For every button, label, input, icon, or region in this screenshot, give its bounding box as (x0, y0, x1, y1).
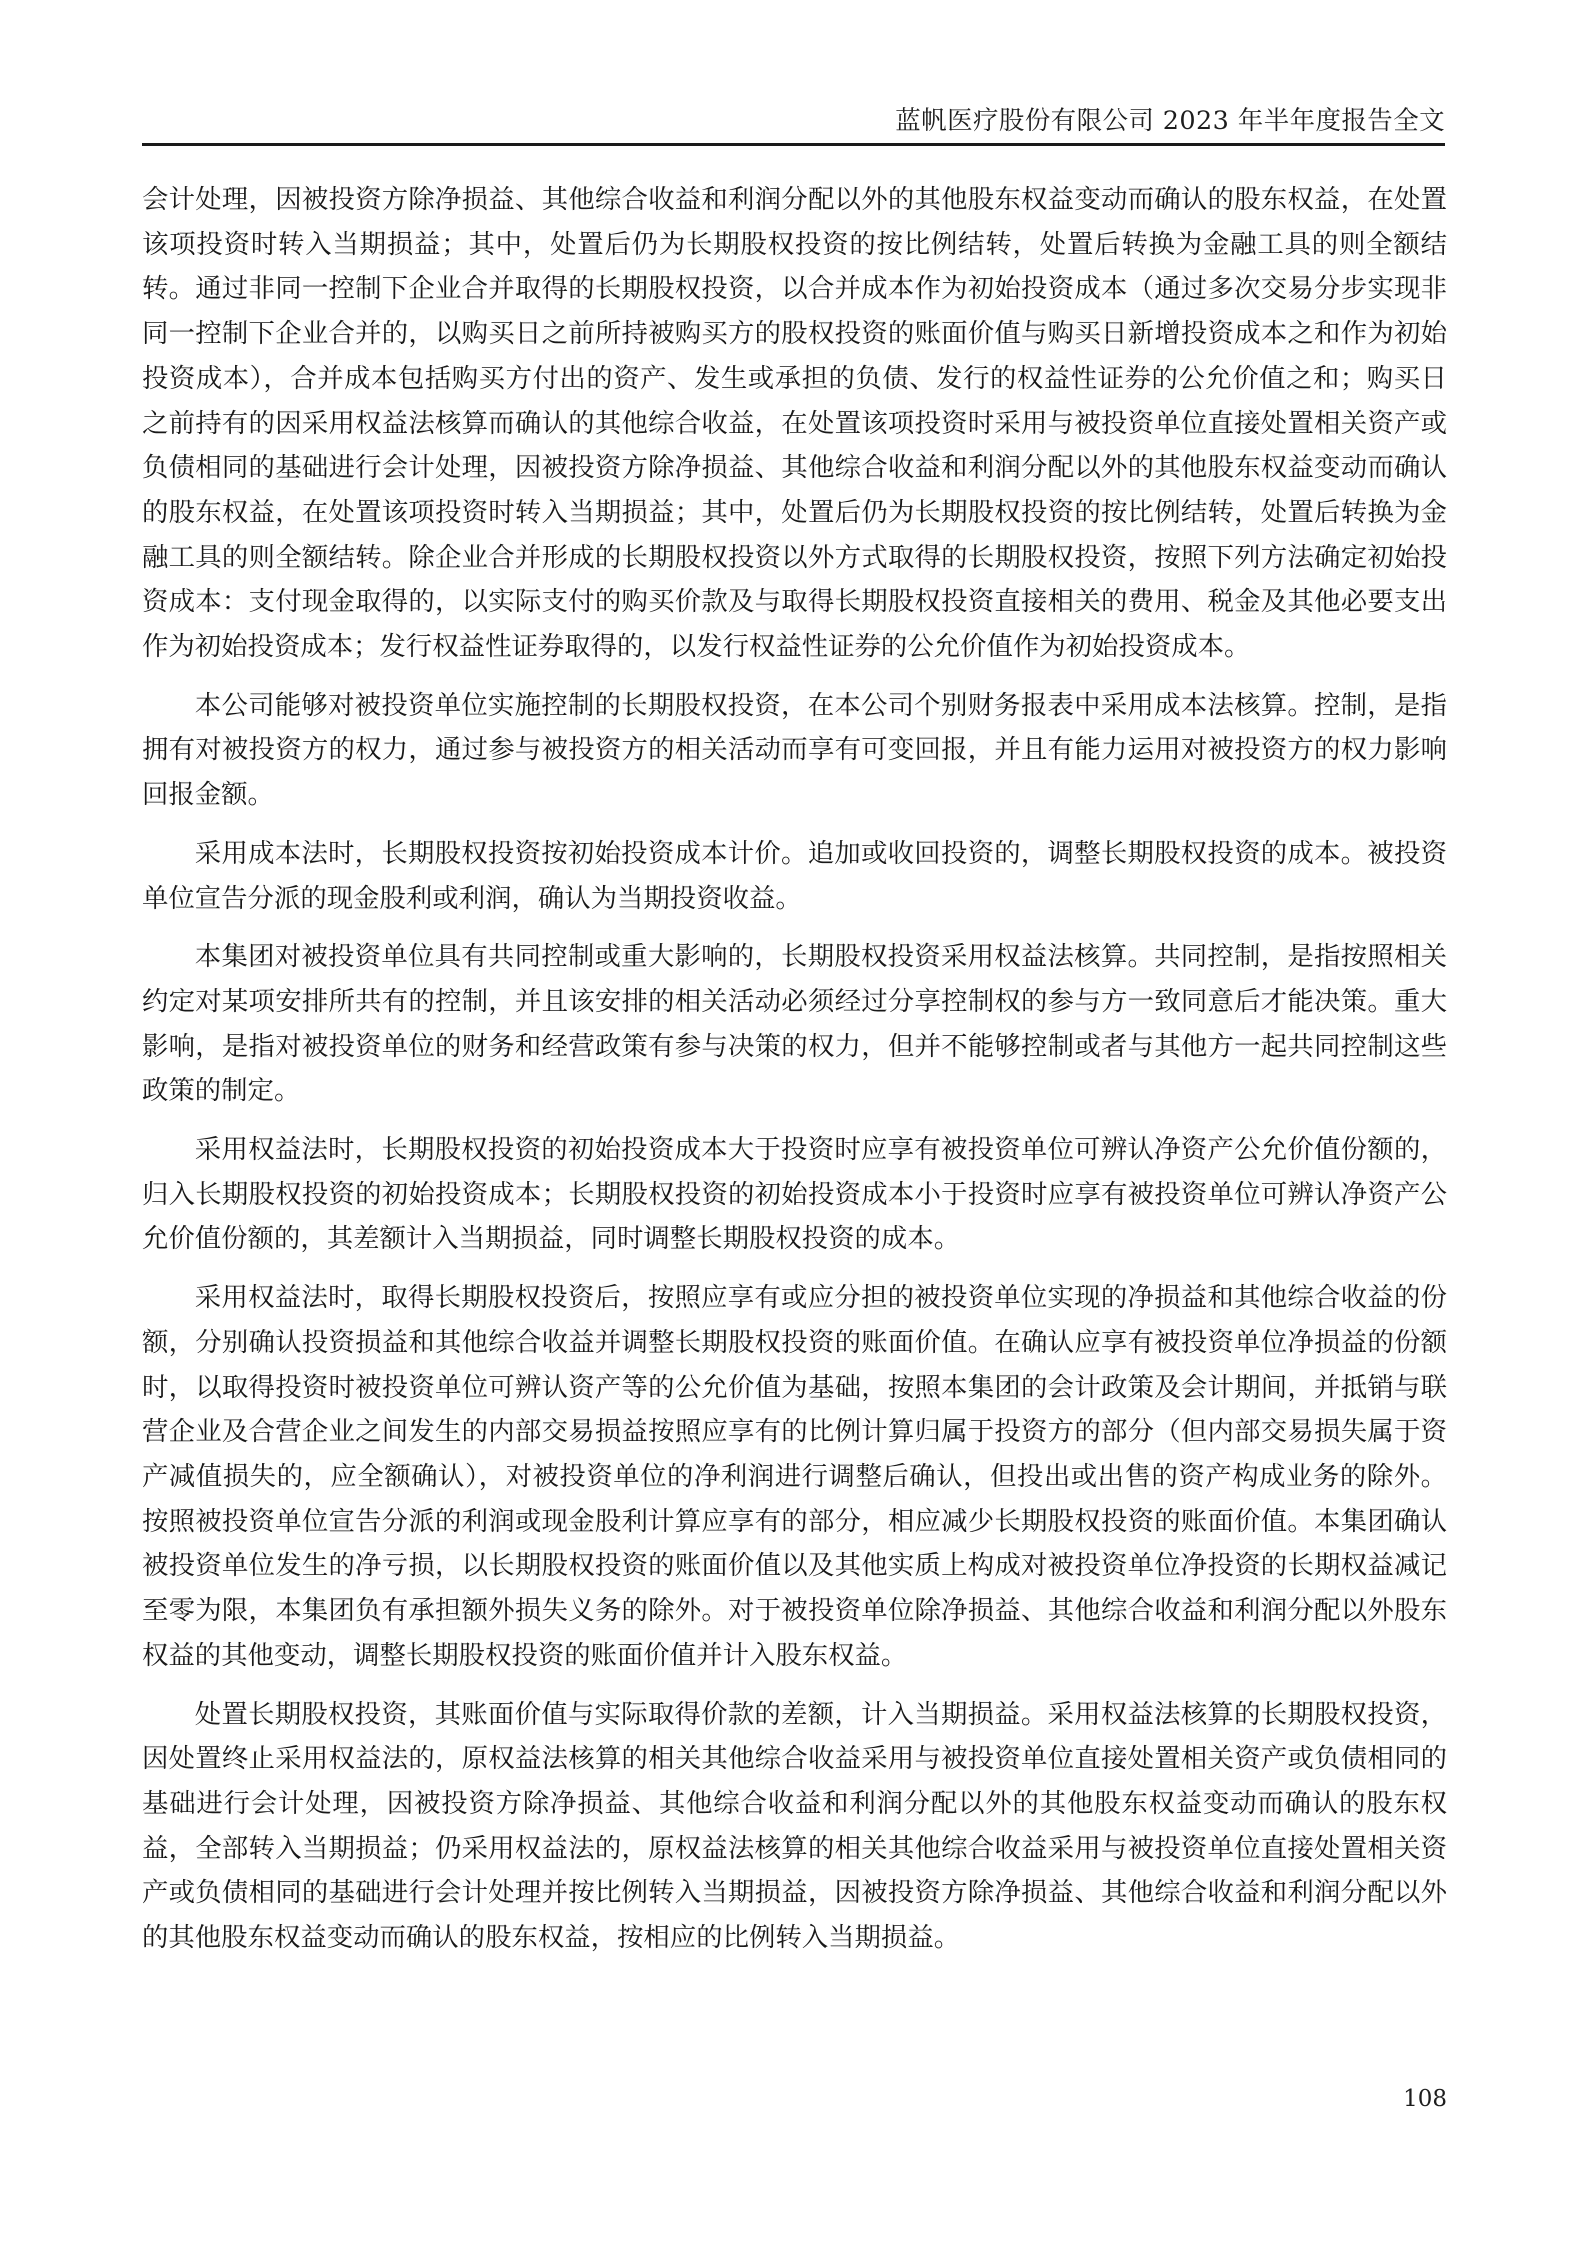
page-footer (142, 2086, 1447, 2112)
body-paragraph: 处置长期股权投资，其账面价值与实际取得价款的差额，计入当期损益。采用权益法核算的长期股权投资，因处置终止采用权益法的，原权益法核算的相关其他综合收益采用与被投资单位直接处置相关资产或负债相同的基础进行会计处理，因被投资方除净损益、其他综合收益和利润分配以外的其他股东权益变动而确认的股东权益，全部转入当期损益；仍采用权益法的，原权益法核算的相关其他综合收益采用与被投资单位直接处置相关资产或负债相同的基础进行会计处理并按比例转入当期损益，因被投资方除净损益、其他综合收益和利润分配以外的其他股东权益变动而确认的股东权益，按相应的比例转入当期损益。 (142, 1698, 1447, 1954)
paragraph-spacer (142, 1262, 1447, 1276)
body-paragraph: 本公司能够对被投资单位实施控制的长期股权投资，在本公司个别财务报表中采用成本法核算。控制，是指拥有对被投资方的权力，通过参与被投资方的相关活动而享有可变回报，并且有能力运用对被投资方的权力影响回报金额。 (142, 689, 1447, 811)
body-paragraph: 采用权益法时，长期股权投资的初始投资成本大于投资时应享有被投资单位可辨认净资产公允价值份额的，归入长期股权投资的初始投资成本；长期股权投资的初始投资成本小于投资时应享有被投资单位可辨认净资产公允价值份额的，其差额计入当期损益，同时调整长期股权投资的成本。 (142, 1134, 1447, 1255)
page-header (142, 104, 1445, 154)
page-number: 108 (1403, 2086, 1447, 2112)
paragraph-spacer (142, 1114, 1447, 1128)
body-paragraph: 本集团对被投资单位具有共同控制或重大影响的，长期股权投资采用权益法核算。共同控制，是指按照相关约定对某项安排所共有的控制，并且该安排的相关活动必须经过分享控制权的参与方一致同意后才能决策。重大影响，是指对被投资单位的财务和经营政策有参与决策的权力，但并不能够控制或者与其他方一起共同控制这些政策的制定。 (142, 941, 1447, 1107)
page-body (142, 178, 1447, 1961)
header-divider (142, 143, 1445, 146)
body-paragraph: 采用成本法时，长期股权投资按初始投资成本计价。追加或收回投资的，调整长期股权投资的成本。被投资单位宣告分派的现金股利或利润，确认为当期投资收益。 (142, 837, 1447, 914)
paragraph-spacer (142, 670, 1447, 684)
paragraph-spacer (142, 818, 1447, 832)
paragraph-spacer (142, 1679, 1447, 1693)
body-paragraph: 采用权益法时，取得长期股权投资后，按照应享有或应分担的被投资单位实现的净损益和其他综合收益的份额，分别确认投资损益和其他综合收益并调整长期股权投资的账面价值。在确认应享有被投资单位净损益的份额时，以取得投资时被投资单位可辨认资产等的公允价值为基础，按照本集团的会计政策及会计期间，并抵销与联营企业及合营企业之间发生的内部交易损益按照应享有的比例计算归属于投资方的部分（但内部交易损失属于资产减值损失的，应全额确认），对被投资单位的净利润进行调整后确认，但投出或出售的资产构成业务的除外。按照被投资单位宣告分派的利润或现金股利计算应享有的部分，相应减少长期股权投资的账面价值。本集团确认被投资单位发生的净亏损，以长期股权投资的账面价值以及其他实质上构成对被投资单位净投资的长期权益减记至零为限，本集团负有承担额外损失义务的除外。对于被投资单位除净损益、其他综合收益和利润分配以外股东权益的其他变动，调整长期股权投资的账面价值并计入股东权益。 (142, 1282, 1447, 1671)
paragraph-spacer (142, 921, 1447, 935)
header-title: 蓝帆医疗股份有限公司 2023 年半年度报告全文 (895, 106, 1445, 136)
body-paragraph: 会计处理，因被投资方除净损益、其他综合收益和利润分配以外的其他股东权益变动而确认的股东权益，在处置该项投资时转入当期损益；其中，处置后仍为长期股权投资的按比例结转，处置后转换为金融工具的则全额结转。通过非同一控制下企业合并取得的长期股权投资，以合并成本作为初始投资成本（通过多次交易分步实现非同一控制下企业合并的，以购买日之前所持被购买方的股权投资的账面价值与购买日新增投资成本之和作为初始投资成本），合并成本包括购买方付出的资产、发生或承担的负债、发行的权益性证券的公允价值之和；购买日之前持有的因采用权益法核算而确认的其他综合收益，在处置该项投资时采用与被投资单位直接处置相关资产或负债相同的基础进行会计处理，因被投资方除净损益、其他综合收益和利润分配以外的其他股东权益变动而确认的股东权益，在处置该项投资时转入当期损益；其中，处置后仍为长期股权投资的按比例结转，处置后转换为金融工具的则全额结转。除企业合并形成的长期股权投资以外方式取得的长期股权投资，按照下列方法确定初始投资成本：支付现金取得的，以实际支付的购买价款及与取得长期股权投资直接相关的费用、税金及其他必要支出作为初始投资成本；发行权益性证券取得的，以发行权益性证券的公允价值作为初始投资成本。 (142, 184, 1447, 663)
